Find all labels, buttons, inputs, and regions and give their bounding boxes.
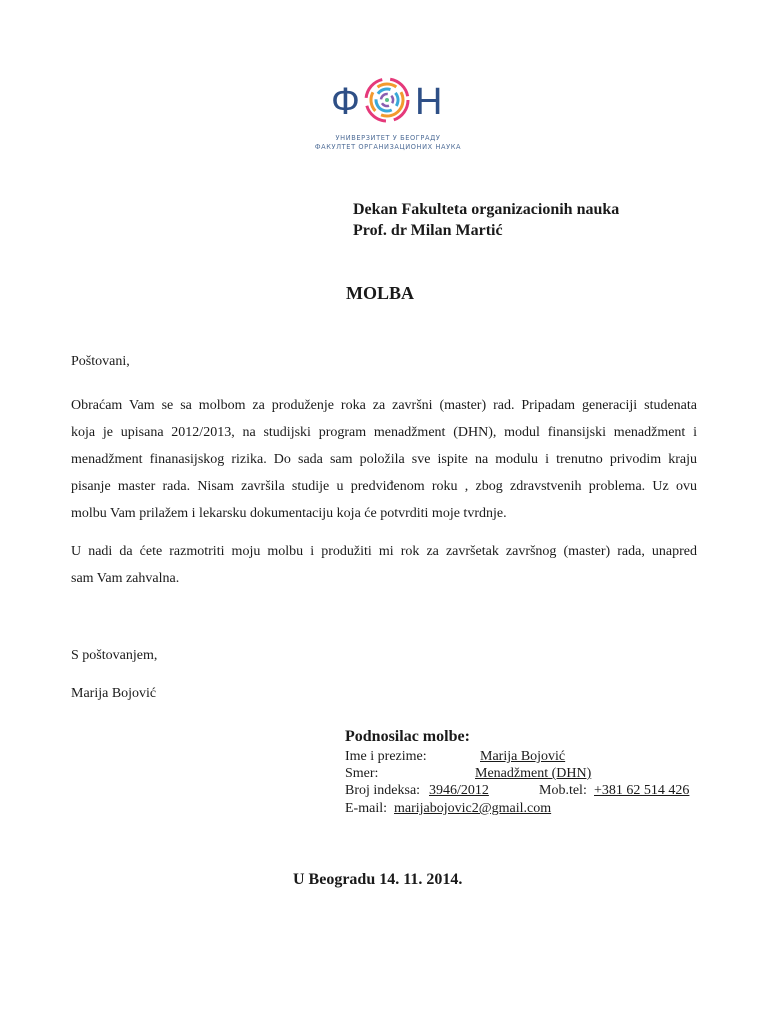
phone-label: Mob.tel:	[539, 783, 587, 798]
paragraph-1-line: molbu Vam prilažem i lekarsku dokumentaciju koja će potvrditi moje tvrdnje.	[71, 506, 507, 521]
paragraph-1-line: pisanje master rada. Nisam završila studije u predviđenom roku , zbog zdravstvenih problema. Uz ovu	[71, 479, 697, 494]
logo-faculty-line: ФАКУЛТЕТ ОРГАНИЗАЦИОНИХ НАУКА	[314, 143, 462, 151]
logo-letter-f: Ф	[331, 81, 360, 123]
index-value: 3946/2012	[429, 783, 489, 798]
document-title: MOLBA	[346, 283, 415, 303]
logo-ring-icon	[364, 77, 409, 122]
salutation: Poštovani,	[71, 354, 130, 369]
closing: S poštovanjem,	[71, 648, 158, 663]
paragraph-1-line: Obraćam Vam se sa molbom za produženje roka za završni (master) rad. Pripadam generaciji studenata	[71, 398, 697, 413]
paragraph-1-line: menadžment finanasijskog rizika. Do sada sam položila sve ispite na modulu i trenutno privodim kraju	[71, 452, 697, 467]
applicant-header: Podnosilac molbe:	[345, 728, 470, 745]
name-value: Marija Bojović	[480, 749, 566, 764]
logo-mark-icon	[327, 72, 447, 127]
logo-university-line: УНИВЕРЗИТЕТ У БЕОГРАДУ	[335, 134, 441, 142]
name-label: Ime i prezime:	[345, 749, 427, 764]
paragraph-2	[71, 538, 697, 592]
addressee-line-2: Prof. dr Milan Martić	[353, 222, 503, 239]
paragraph-1-line: koja je upisana 2012/2013, na studijski program menadžment (DHN), modul finansijski menadžment i	[71, 425, 697, 440]
logo-letter-n: Н	[415, 81, 443, 123]
paragraph-2-line: sam Vam zahvalna.	[71, 571, 180, 586]
program-label: Smer:	[345, 766, 379, 781]
paragraph-1	[71, 392, 697, 527]
phone-value: +381 62 514 426	[594, 783, 690, 798]
email-link[interactable]: marijabojovic2@gmail.com	[394, 801, 552, 816]
faculty-logo	[305, 70, 471, 158]
email-label: E-mail:	[345, 801, 387, 816]
program-value: Menadžment (DHN)	[475, 766, 592, 781]
paragraph-2-line: U nadi da ćete razmotriti moju molbu i produžiti mi rok za završetak završnog (master) rada, unapred	[71, 544, 697, 559]
addressee-line-1: Dekan Fakulteta organizacionih nauka	[353, 201, 620, 218]
index-label: Broj indeksa:	[345, 783, 421, 798]
place-date: U Beogradu 14. 11. 2014.	[293, 871, 463, 888]
signature-name: Marija Bojović	[71, 686, 157, 701]
